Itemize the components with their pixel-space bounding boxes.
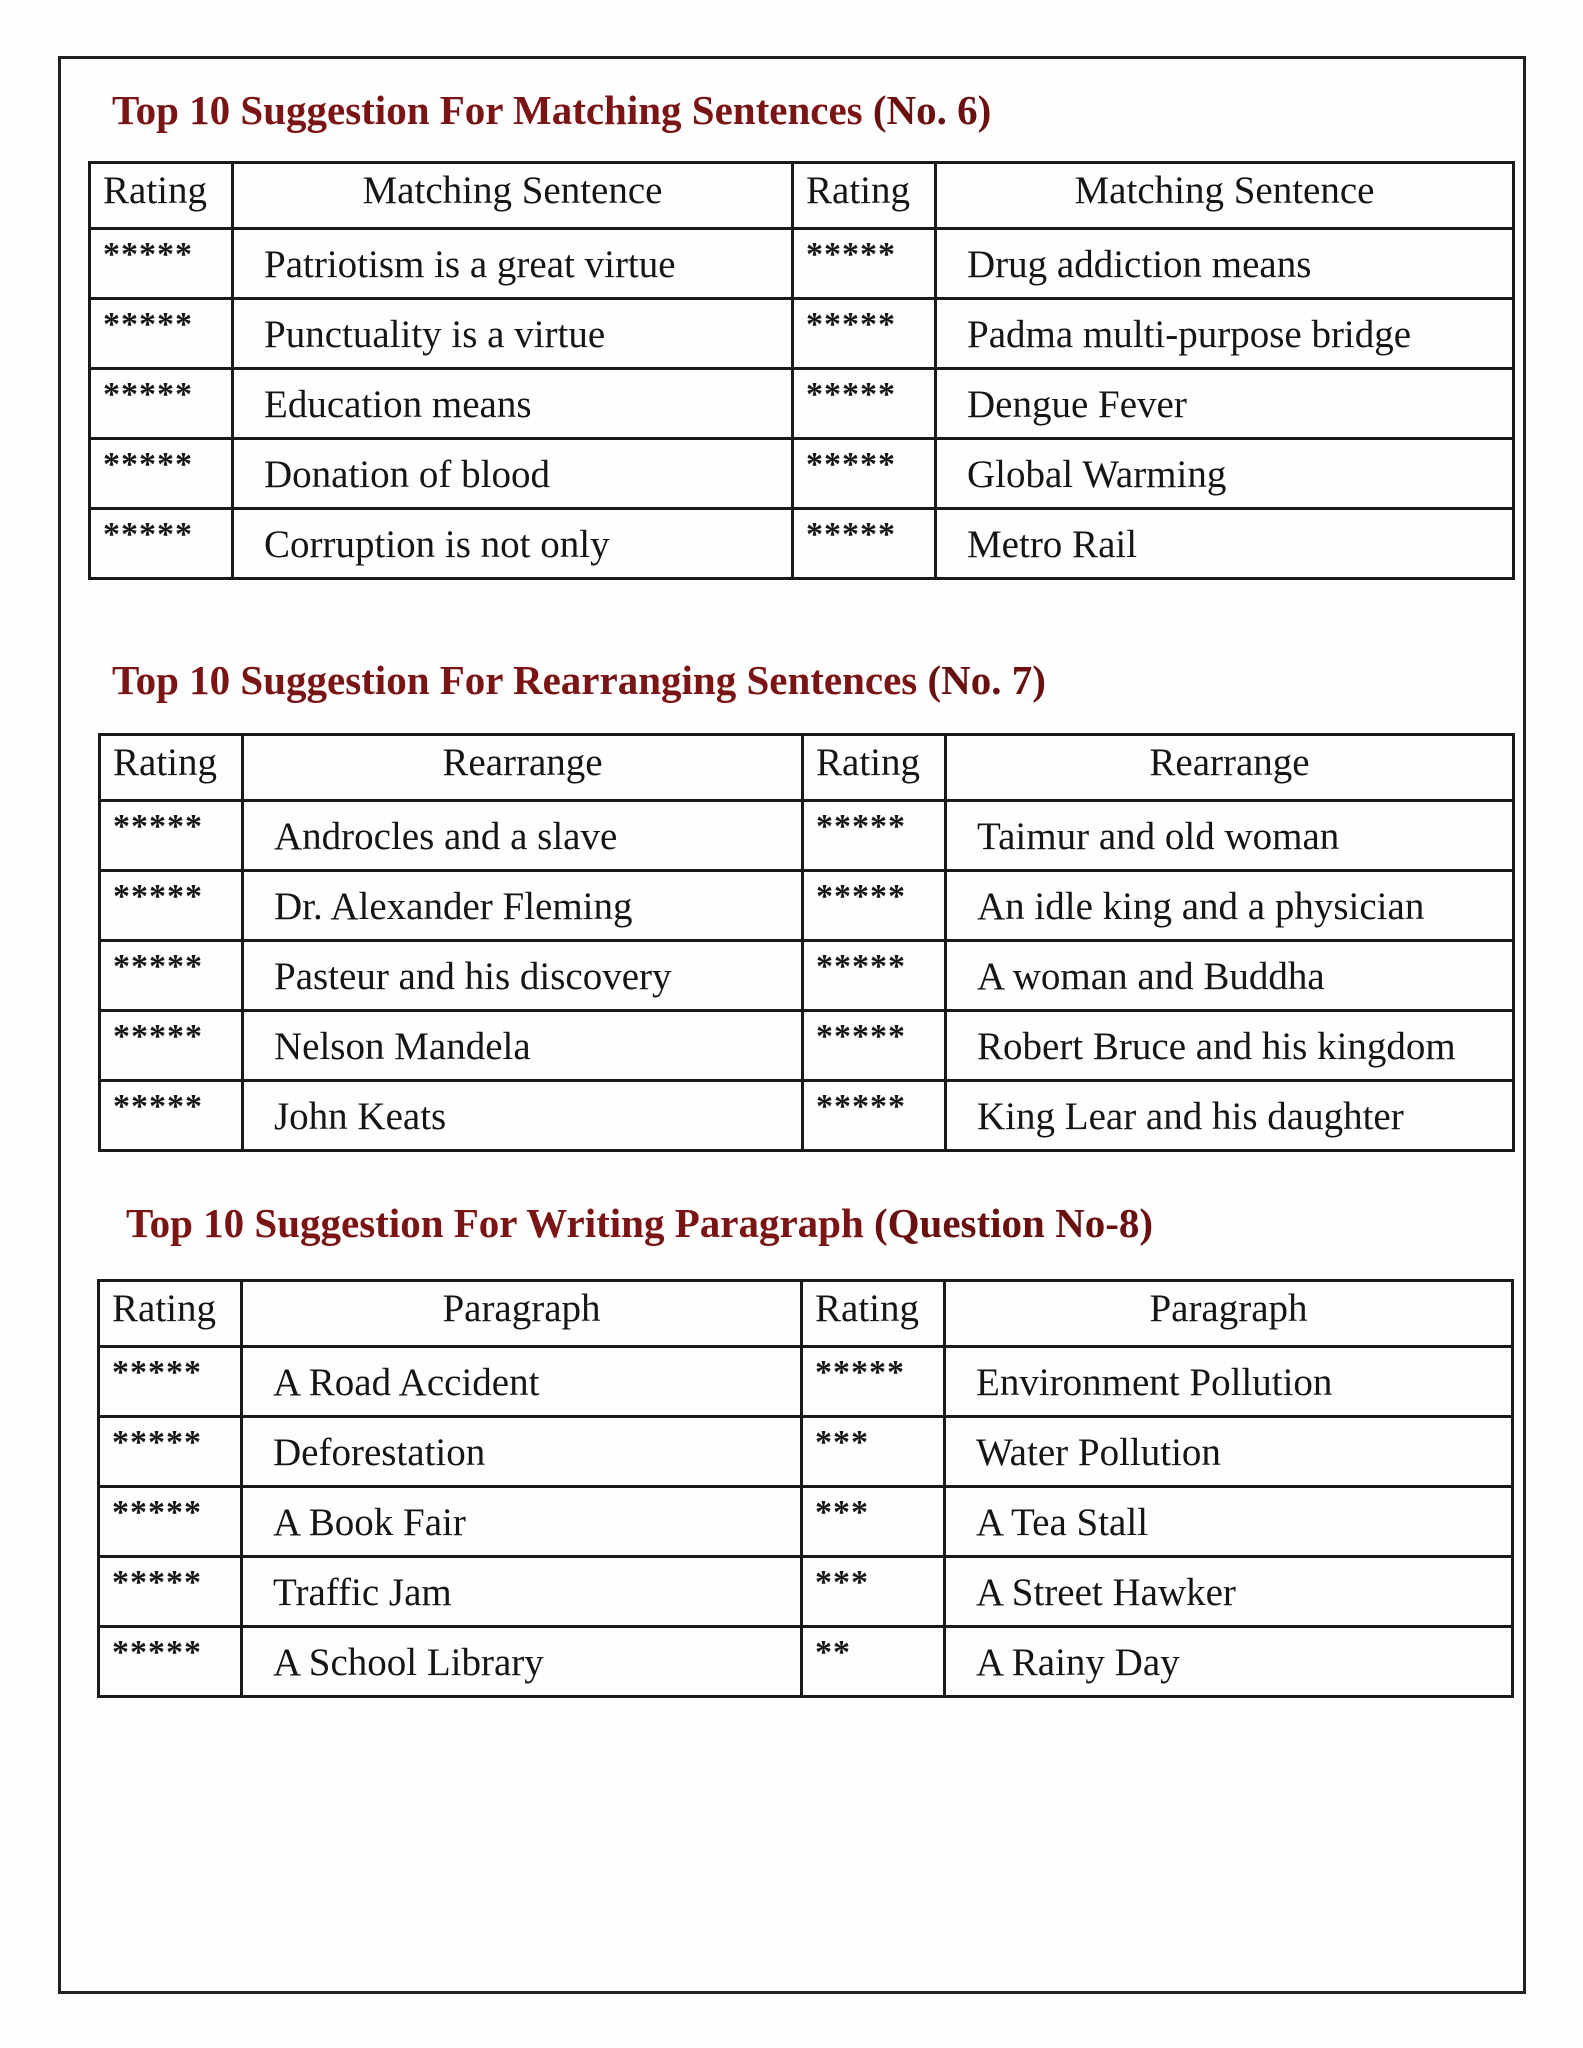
table-row [90,509,1514,579]
rating-cell: ***** [90,229,233,299]
item-cell: Drug addiction means [936,229,1514,299]
item-cell: Taimur and old woman [946,801,1514,871]
table-row [100,941,1514,1011]
table-row [99,1347,1513,1417]
writing-paragraph-table [97,1279,1514,1698]
table-row [99,1627,1513,1697]
item-cell: Padma multi-purpose bridge [936,299,1514,369]
item-cell: Nelson Mandela [243,1011,803,1081]
item-cell: Patriotism is a great virtue [233,229,793,299]
rating-cell: *** [802,1417,945,1487]
item-cell: Robert Bruce and his kingdom [946,1011,1514,1081]
rating-cell: ***** [793,509,936,579]
section-title-suffix: (Question No-8) [874,1200,1154,1246]
section-title-text: Top 10 Suggestion For Matching Sentences [112,87,863,133]
item-cell: Pasteur and his discovery [243,941,803,1011]
column-header-item: Paragraph [945,1281,1513,1347]
item-cell: A Book Fair [242,1487,802,1557]
rearranging-sentences-table [98,733,1515,1152]
rating-cell: ***** [90,439,233,509]
item-cell: Traffic Jam [242,1557,802,1627]
section-title-rearranging [112,657,1046,703]
item-cell: Dengue Fever [936,369,1514,439]
item-cell: Corruption is not only [233,509,793,579]
rating-cell: ***** [803,801,946,871]
rating-cell: ***** [793,369,936,439]
section-title-paragraph [126,1200,1154,1246]
item-cell: Education means [233,369,793,439]
item-cell: Water Pollution [945,1417,1513,1487]
rating-cell: ***** [793,299,936,369]
table-row [90,299,1514,369]
section-title-suffix: (No. 6) [872,87,992,133]
item-cell: Metro Rail [936,509,1514,579]
column-header-rating: Rating [803,735,946,801]
item-cell: Dr. Alexander Fleming [243,871,803,941]
item-cell: Global Warming [936,439,1514,509]
column-header-item: Rearrange [946,735,1514,801]
item-cell: Androcles and a slave [243,801,803,871]
rating-cell: ***** [90,509,233,579]
column-header-item: Paragraph [242,1281,802,1347]
table-row [90,439,1514,509]
section-title-suffix: (No. 7) [927,657,1046,703]
item-cell: King Lear and his daughter [946,1081,1514,1151]
table-row [99,1557,1513,1627]
rating-cell: ***** [99,1347,242,1417]
rating-cell: ***** [803,1011,946,1081]
rating-cell: ***** [100,1081,243,1151]
table-header-row [99,1281,1513,1347]
rating-cell: ***** [100,1011,243,1081]
rating-cell: ** [802,1627,945,1697]
rating-cell: ***** [90,369,233,439]
section-title-text: Top 10 Suggestion For Writing Paragraph [126,1200,864,1246]
rating-cell: ***** [802,1347,945,1417]
column-header-item: Rearrange [243,735,803,801]
table-row [90,369,1514,439]
rating-cell: ***** [803,941,946,1011]
item-cell: A Tea Stall [945,1487,1513,1557]
table-row [99,1417,1513,1487]
column-header-item: Matching Sentence [233,163,793,229]
rating-cell: ***** [99,1417,242,1487]
column-header-rating: Rating [90,163,233,229]
table-header-row [100,735,1514,801]
table-row [100,1081,1514,1151]
item-cell: Environment Pollution [945,1347,1513,1417]
item-cell: A woman and Buddha [946,941,1514,1011]
item-cell: An idle king and a physician [946,871,1514,941]
column-header-rating: Rating [793,163,936,229]
rating-cell: ***** [793,439,936,509]
rating-cell: ***** [100,871,243,941]
item-cell: A Street Hawker [945,1557,1513,1627]
item-cell: Punctuality is a virtue [233,299,793,369]
rating-cell: ***** [99,1557,242,1627]
table-row [100,1011,1514,1081]
item-cell: John Keats [243,1081,803,1151]
rating-cell: ***** [803,871,946,941]
rating-cell: ***** [100,801,243,871]
item-cell: Donation of blood [233,439,793,509]
item-cell: Deforestation [242,1417,802,1487]
rating-cell: ***** [100,941,243,1011]
table-row [90,229,1514,299]
column-header-item: Matching Sentence [936,163,1514,229]
column-header-rating: Rating [99,1281,242,1347]
section-title-text: Top 10 Suggestion For Rearranging Sentences [112,657,918,703]
column-header-rating: Rating [802,1281,945,1347]
rating-cell: *** [802,1487,945,1557]
table-row [100,871,1514,941]
section-title-matching [112,87,992,133]
matching-sentences-table [88,161,1515,580]
item-cell: A Rainy Day [945,1627,1513,1697]
table-row [100,801,1514,871]
rating-cell: ***** [803,1081,946,1151]
table-header-row [90,163,1514,229]
rating-cell: ***** [99,1627,242,1697]
rating-cell: ***** [90,299,233,369]
rating-cell: ***** [99,1487,242,1557]
column-header-rating: Rating [100,735,243,801]
item-cell: A Road Accident [242,1347,802,1417]
rating-cell: *** [802,1557,945,1627]
rating-cell: ***** [793,229,936,299]
table-row [99,1487,1513,1557]
item-cell: A School Library [242,1627,802,1697]
